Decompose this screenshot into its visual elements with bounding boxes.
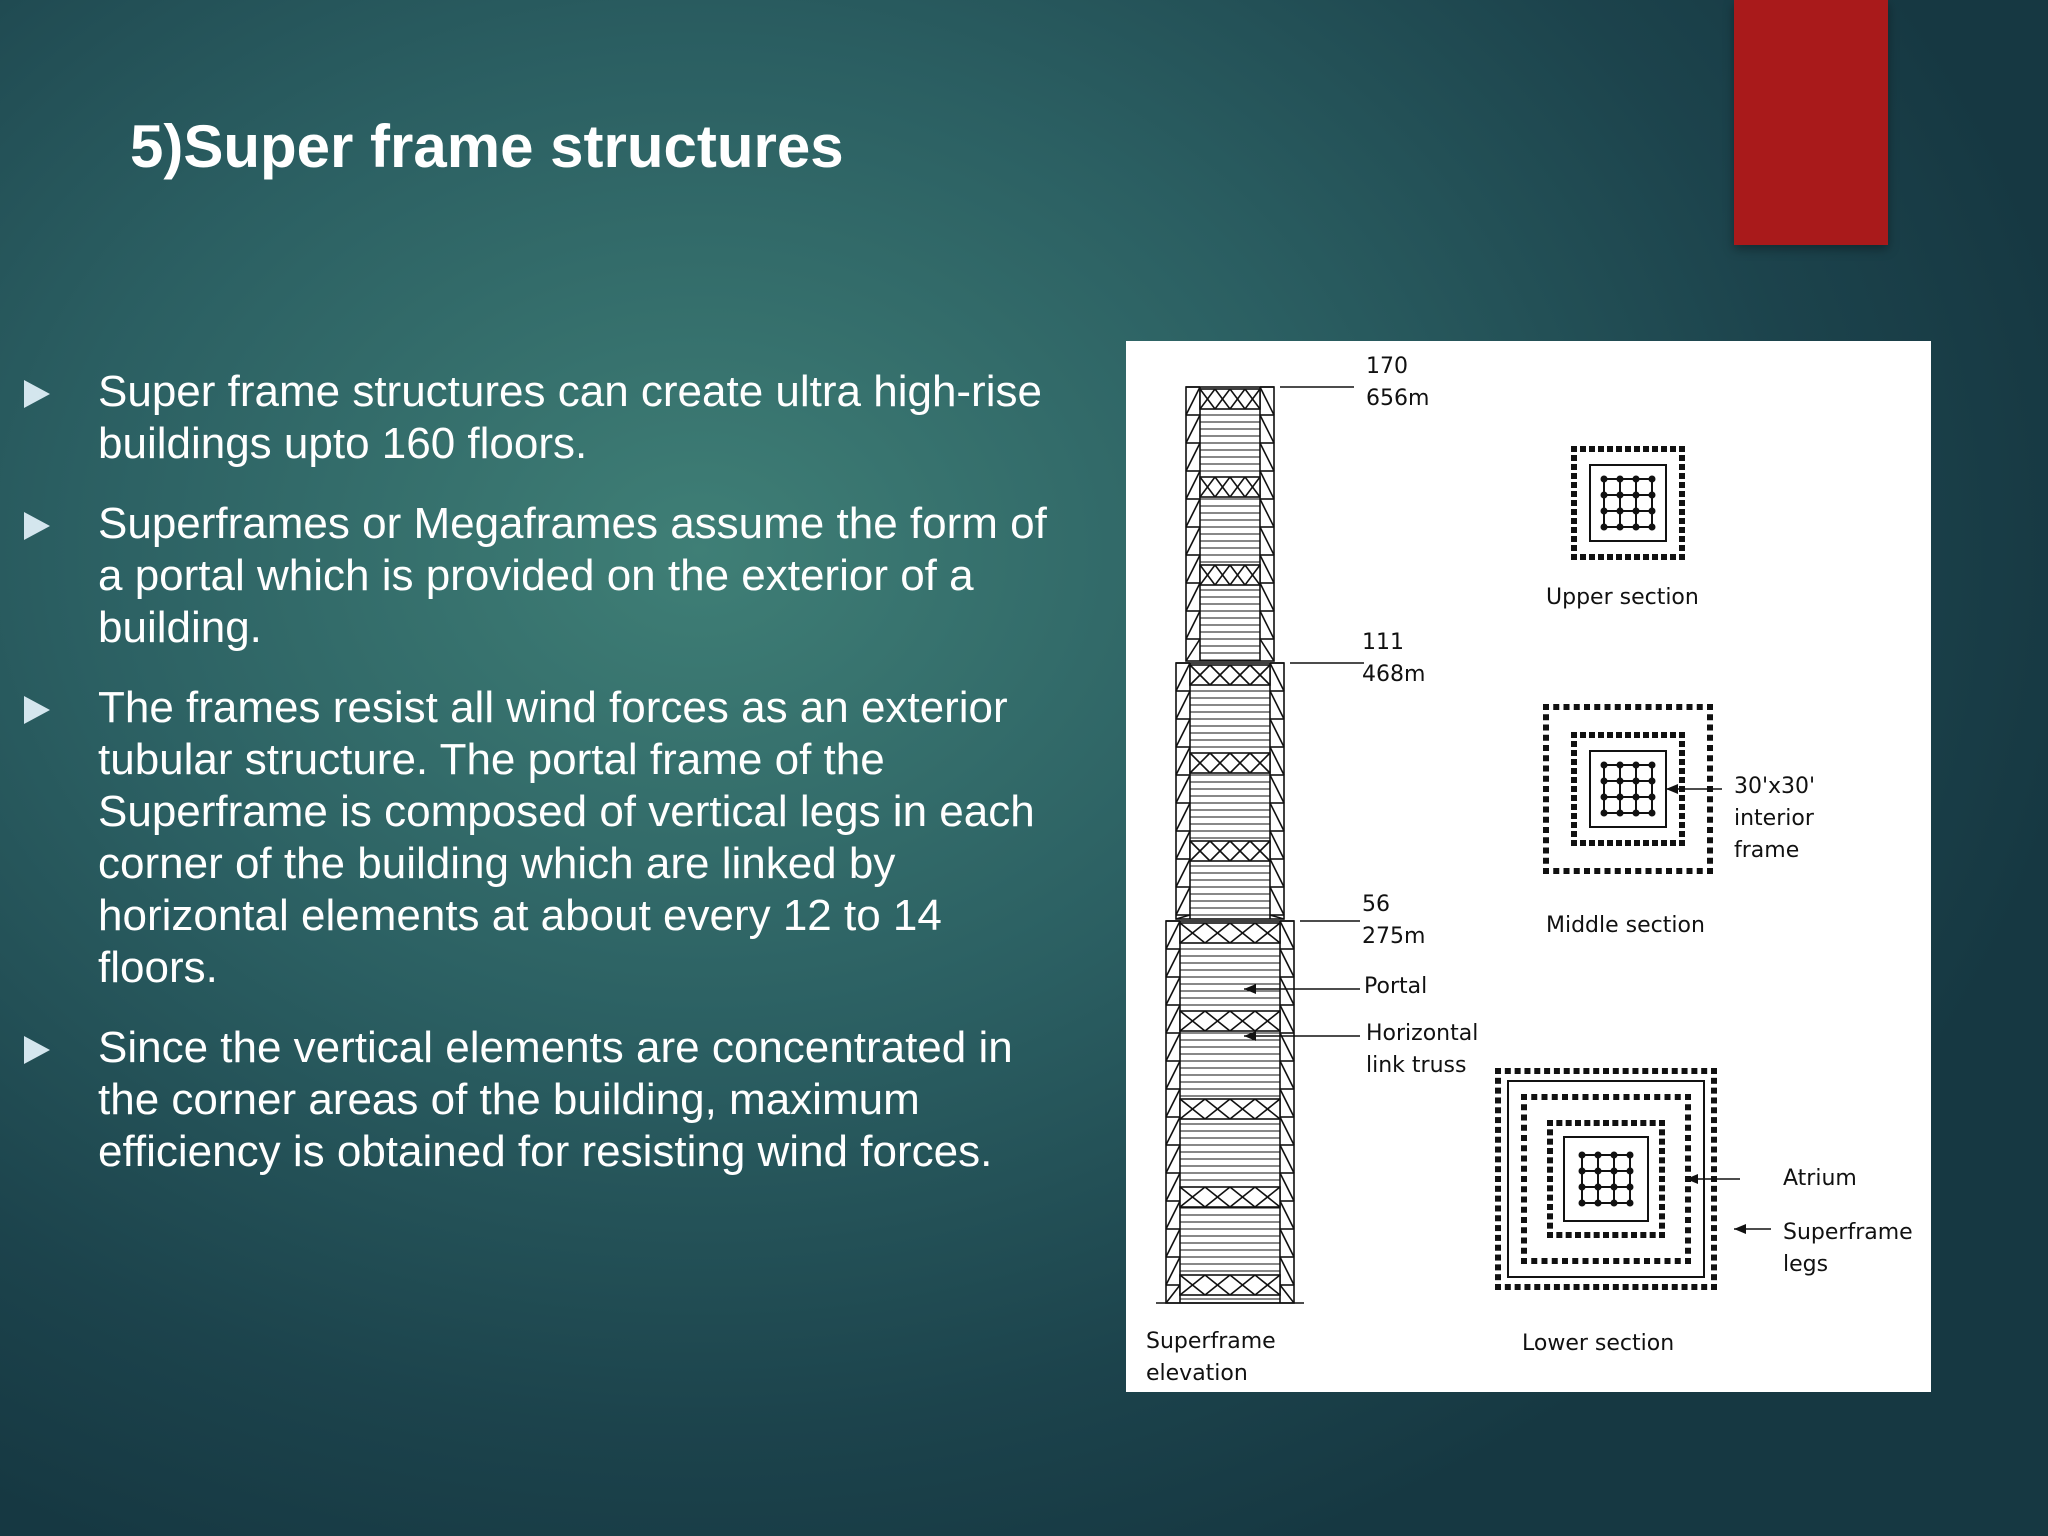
atrium-label: Atrium <box>1783 1166 1857 1191</box>
bullet-item <box>20 682 1060 994</box>
accent-tab <box>1734 0 1888 245</box>
floor-plan-sections <box>1495 446 1717 1290</box>
link-truss-label-line2: link truss <box>1366 1053 1467 1078</box>
middle-section-label: Middle section <box>1546 913 1705 938</box>
tower-tier <box>1186 387 1274 661</box>
height-label-mid: 468m <box>1362 662 1426 687</box>
upper-section-label: Upper section <box>1546 585 1699 610</box>
superframe-legs-label-line1: Superframe <box>1783 1220 1913 1245</box>
tower-tier <box>1166 921 1294 1303</box>
tower-tier <box>1176 663 1284 919</box>
bullet-item <box>20 498 1060 654</box>
height-label-top: 656m <box>1366 386 1430 411</box>
superframe-legs-label-line2: legs <box>1783 1252 1829 1277</box>
bullet-text: Since the vertical elements are concentrated in the corner areas of the building, maximum efficiency is obtained for resisting wind forces. <box>98 1023 1013 1176</box>
elevation-label-line1: Superframe <box>1146 1329 1276 1354</box>
triangle-bullet-icon <box>24 380 50 408</box>
bullet-item <box>20 1022 1060 1178</box>
superframe-figure <box>1126 341 1931 1392</box>
triangle-bullet-icon <box>24 512 50 540</box>
floors-label-low: 56 <box>1362 892 1390 917</box>
interior-frame-label-line2: interior <box>1734 806 1814 831</box>
slide-title: 5)Super frame structures <box>130 113 844 180</box>
bullet-item <box>20 366 1060 470</box>
interior-frame-label-line1: 30'x30' <box>1734 774 1816 799</box>
elevation-label-line2: elevation <box>1146 1361 1248 1386</box>
floors-label-top: 170 <box>1366 354 1408 379</box>
height-label-low: 275m <box>1362 924 1426 949</box>
triangle-bullet-icon <box>24 1036 50 1064</box>
link-truss-label-line1: Horizontal <box>1366 1021 1479 1046</box>
bullet-text: Super frame structures can create ultra high-rise buildings upto 160 floors. <box>98 367 1042 468</box>
interior-frame-label-line3: frame <box>1734 838 1800 863</box>
triangle-bullet-icon <box>24 696 50 724</box>
portal-label: Portal <box>1364 974 1428 999</box>
bullet-text: The frames resist all wind forces as an exterior tubular structure. The portal frame of the Superframe is composed of vertical legs in each corner of the building which are linked by horizontal elements at about every 12 to 14 floors. <box>98 683 1035 992</box>
lower-section-plan <box>1495 1068 1717 1290</box>
upper-section-plan <box>1571 446 1685 560</box>
superframe-elevation-tower <box>1156 387 1304 1303</box>
bullet-list <box>20 366 1060 1206</box>
lower-section-label: Lower section <box>1522 1331 1675 1356</box>
floors-label-mid: 111 <box>1362 630 1404 655</box>
bullet-text: Superframes or Megaframes assume the form of a portal which is provided on the exterior of a building. <box>98 499 1047 652</box>
